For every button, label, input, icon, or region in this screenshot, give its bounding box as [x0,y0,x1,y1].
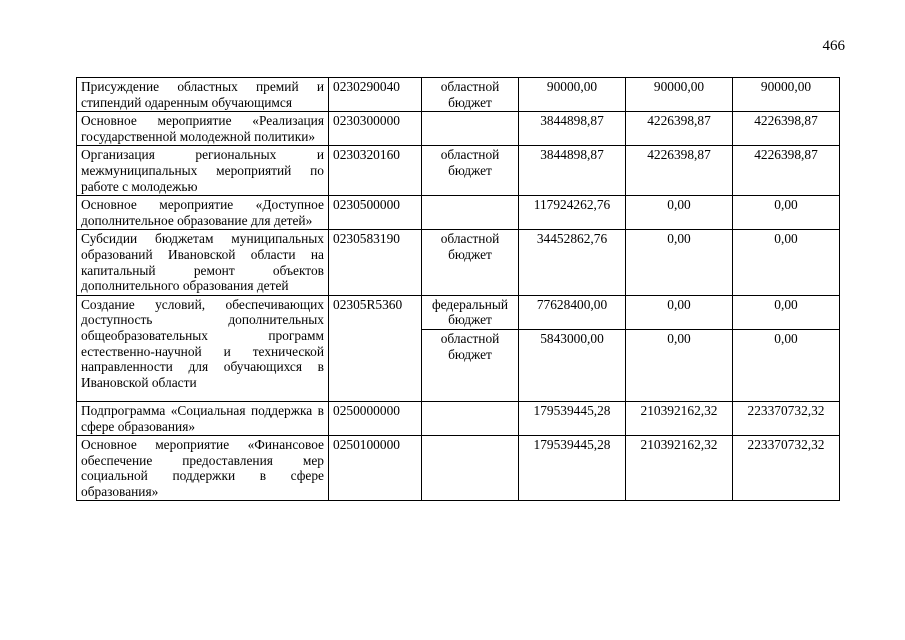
table-row [77,78,840,112]
row-value-3: 0,00 [733,295,840,329]
table-row [77,401,840,435]
row-value-3: 223370732,32 [733,401,840,435]
row-value-3: 4226398,87 [733,112,840,146]
row-code: 0250100000 [329,436,422,501]
row-source [422,112,519,146]
row-value-2: 4226398,87 [626,146,733,196]
row-value-1: 179539445,28 [519,436,626,501]
row-code: 0230583190 [329,230,422,295]
table-row [77,295,840,329]
row-value-1: 34452862,76 [519,230,626,295]
table-row [77,146,840,196]
row-code: 0230300000 [329,112,422,146]
row-source: федеральный бюджет [422,295,519,329]
row-value-2: 4226398,87 [626,112,733,146]
row-source: областной бюджет [422,146,519,196]
row-value-1: 90000,00 [519,78,626,112]
row-source [422,196,519,230]
row-source: областной бюджет [422,78,519,112]
row-source: областной бюджет [422,329,519,401]
row-value-3: 0,00 [733,329,840,401]
row-value-2: 0,00 [626,230,733,295]
row-code: 02305R5360 [329,295,422,401]
row-name: Организация региональных и межмуниципальных мероприятий по работе с молодежью [77,146,329,196]
row-name: Основное мероприятие «Доступное дополнительное образование для детей» [77,196,329,230]
row-source [422,401,519,435]
row-value-1: 3844898,87 [519,112,626,146]
row-name: Создание условий, обеспечивающих доступность дополнительных общеобразовательных программ естественно-научной и технической направленности для обучающихся в Ивановской области [77,295,329,401]
row-value-2: 210392162,32 [626,436,733,501]
row-code: 0250000000 [329,401,422,435]
row-value-2: 0,00 [626,295,733,329]
row-code: 0230500000 [329,196,422,230]
row-value-3: 4226398,87 [733,146,840,196]
row-source [422,436,519,501]
row-value-1: 3844898,87 [519,146,626,196]
page-number: 466 [822,38,845,54]
row-code: 0230290040 [329,78,422,112]
table-row [77,436,840,501]
row-value-1: 179539445,28 [519,401,626,435]
row-source: областной бюджет [422,230,519,295]
table-row [77,112,840,146]
row-name: Основное мероприятие «Реализация государственной молодежной политики» [77,112,329,146]
row-name: Основное мероприятие «Финансовое обеспечение предоставления мер социальной поддержки в сфере образования» [77,436,329,501]
row-name: Субсидии бюджетам муниципальных образований Ивановской области на капитальный ремонт объектов дополнительного образования детей [77,230,329,295]
row-name: Подпрограмма «Социальная поддержка в сфере образования» [77,401,329,435]
row-value-3: 223370732,32 [733,436,840,501]
budget-table [76,77,840,501]
row-value-3: 0,00 [733,196,840,230]
row-value-3: 90000,00 [733,78,840,112]
row-value-1: 5843000,00 [519,329,626,401]
row-value-1: 117924262,76 [519,196,626,230]
row-value-2: 0,00 [626,329,733,401]
table-row [77,230,840,295]
row-name: Присуждение областных премий и стипендий одаренным обучающимся [77,78,329,112]
table-row [77,196,840,230]
row-value-1: 77628400,00 [519,295,626,329]
row-value-2: 0,00 [626,196,733,230]
row-value-2: 210392162,32 [626,401,733,435]
row-code: 0230320160 [329,146,422,196]
row-value-2: 90000,00 [626,78,733,112]
row-value-3: 0,00 [733,230,840,295]
